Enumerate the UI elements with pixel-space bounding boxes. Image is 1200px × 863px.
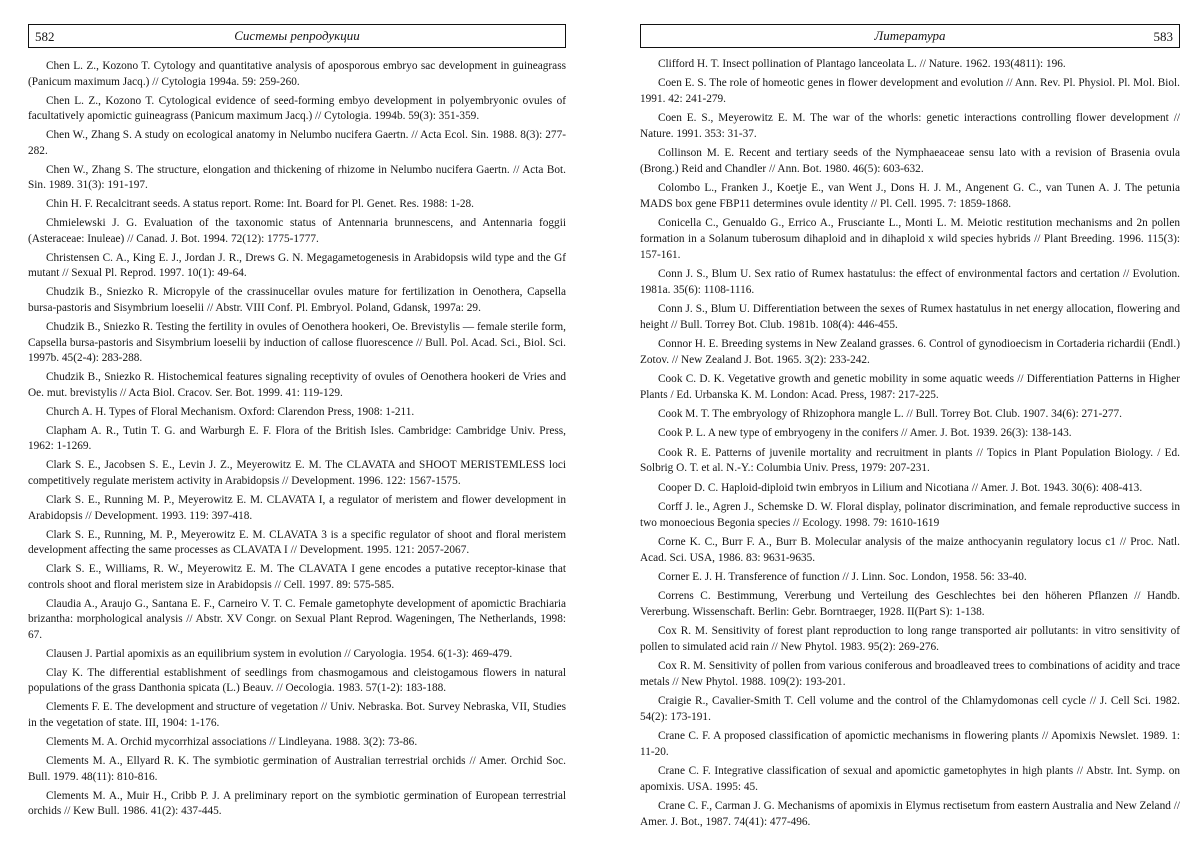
left-page-header — [28, 24, 566, 48]
reference-entry: Chudzik B., Sniezko R. Testing the fertility in ovules of Oenothera hookeri, Oe. Brevistylis — female sterile form, Capsella bursa-pastoris and Sisymbrium loeselii by induction of callose fluorescence // Bull. Pol. Acad. Sci., Biol. Sci. 1997b. 45(2-4): 283-288. — [28, 321, 566, 365]
reference-entry: Crane C. F. A proposed classification of apomictic mechanisms in flowering plants // Apomixis Newslet. 1989. 1: 11-20. — [640, 730, 1180, 758]
reference-entry: Chen W., Zhang S. A study on ecological anatomy in Nelumbo nucifera Gaertn. // Acta Ecol. Sin. 1988. 8(3): 277-282. — [28, 129, 566, 157]
reference-entry: Clements M. A., Muir H., Cribb P. J. A preliminary report on the symbiotic germination of European terrestrial orchids // Kew Bull. 1986. 41(2): 437-445. — [28, 789, 566, 818]
reference-entry: Chudzik B., Sniezko R. Histochemical features signaling receptivity of ovules of Oenothera hookeri de Vries and Oe. mut. brevistylis // Acta Biol. Cracov. Ser. Bot. 1999. 41: 119-129. — [28, 371, 566, 399]
reference-entry: Clausen J. Partial apomixis as an equilibrium system in evolution // Caryologia. 1954. 6(1-3): 469-479. — [46, 647, 513, 660]
reference-entry: Cox R. M. Sensitivity of pollen from various coniferous and broadleaved trees to combinations of acidity and trace metals // New Phytol. 1988. 109(2): 193-201. — [640, 660, 1180, 688]
reference-entry: Chen W., Zhang S. The structure, elongation and thickening of rhizome in Nelumbo nucifera Gaertn. // Acta Bot. Sin. 1989. 31(3): 191-197. — [28, 163, 566, 192]
left-page — [28, 24, 566, 823]
reference-entry: Clements M. A., Ellyard R. K. The symbiotic germination of Australian terrestrial orchids // Amer. Orchid Soc. Bull. 1979. 48(11): 810-816. — [28, 754, 566, 783]
reference-entry: Clements F. E. The development and structure of vegetation // Univ. Nebraska. Bot. Survey Nebraska, VII, Studies in the vegetation of state. III, 1904: 1-176. — [28, 701, 566, 729]
reference-entry: Clay K. The differential establishment of seedlings from chasmogamous and cleistogamous flowers in natural populations of the grass Danthonia spicata (L.) Beauv. // Oecologia. 1983. 57(1-2): 183-188. — [28, 666, 566, 695]
reference-list — [28, 59, 566, 820]
reference-entry: Chmielewski J. G. Evaluation of the taxonomic status of Antennaria brunnescens, and Antennaria foggii (Asteraceae: Inuleae) // Canad. J. Bot. 1994. 72(12): 1775-1777. — [28, 217, 566, 245]
running-title: Литература — [874, 28, 946, 43]
reference-entry: Christensen C. A., King E. J., Jordan J. R., Drews G. N. Megagametogenesis in Arabidopsis wild type and the Gf mutant // Sexual Pl. Reprod. 1997. 10(1): 49-64. — [28, 251, 566, 280]
reference-entry: Clements M. A. Orchid mycorrhizal associations // Lindleyana. 1988. 3(2): 73-86. — [46, 735, 418, 748]
reference-entry: Coen E. S., Meyerowitz E. M. The war of the whorls: genetic interactions controlling flower development // Nature. 1991. 353: 31-37. — [640, 112, 1180, 140]
reference-entry: Conn J. S., Blum U. Sex ratio of Rumex hastatulus: the effect of environmental factors and certation // Evolution. 1981a. 35(6): 1108-1116. — [640, 268, 1180, 296]
reference-entry: Colombo L., Franken J., Koetje E., van Went J., Dons H. J. M., Angenent G. C., van Tunen A. J. The petunia MADS box gene FBP11 determines ovule identity // Pl. Cell. 1995. 7: 1859-1868. — [640, 182, 1180, 210]
reference-entry: Collinson M. E. Recent and tertiary seeds of the Nymphaeaceae sensu lato with a revision of Brasenia ovula (Brong.) Reid and Chandler // Ann. Bot. 1980. 46(5): 603-632. — [640, 147, 1180, 175]
page-number: 582 — [35, 29, 55, 44]
reference-entry: Corne K. C., Burr F. A., Burr B. Molecular analysis of the maize anthocyanin regulatory locus c1 // Proc. Natl. Acad. Sci. USA, 1986. 83: 9631-9635. — [640, 535, 1180, 564]
reference-entry: Chen L. Z., Kozono T. Cytology and quantitative analysis of aposporous embryo sac development in guineagrass (Panicum maximum Jacq.) // Cytologia 1994a. 59: 259-260. — [28, 60, 566, 88]
reference-entry: Clifford H. T. Insect pollination of Plantago lanceolata L. // Nature. 1962. 193(4811): 196. — [658, 58, 1066, 70]
reference-entry: Corner E. J. H. Transference of function // J. Linn. Soc. London, 1958. 56: 33-40. — [658, 570, 1027, 583]
reference-entry: Clark S. E., Running, M. P., Meyerowitz E. M. CLAVATA 3 is a specific regulator of shoot and floral meristem development affecting the same processes as CLAVATA I // Development. 1995. 121: 2057-2067. — [28, 528, 566, 557]
reference-entry: Chudzik B., Sniezko R. Micropyle of the crassinucellar ovules mature for fertilization in Oenothera, Capsella bursa-pastoris and Sisymbrium loeselii // Abstr. VIII Conf. Pl. Embryol. Poland, Gdansk, 1997a: 29. — [28, 286, 566, 315]
right-page-header — [640, 24, 1180, 48]
reference-entry: Clark S. E., Running M. P., Meyerowitz E. M. CLAVATA I, a regulator of meristem and flower development in Arabidopsis // Development. 1993. 119: 397-418. — [28, 493, 566, 522]
reference-entry: Church A. H. Types of Floral Mechanism. Oxford: Clarendon Press, 1908: 1-211. — [46, 405, 415, 418]
running-title: Системы репродукции — [234, 28, 360, 43]
reference-entry: Cook M. T. The embryology of Rhizophora mangle L. // Bull. Torrey Bot. Club. 1907. 34(6): 271-277. — [658, 408, 1123, 420]
reference-entry: Craigie R., Cavalier-Smith T. Cell volume and the control of the Chlamydomonas cell cycle // J. Cell Sci. 1982. 54(2): 173-191. — [640, 695, 1180, 723]
reference-entry: Cook R. E. Patterns of juvenile mortality and recruitment in plants // Topics in Plant Population Biology. / Ed. Solbrig O. T. et al. N.-Y.: Columbia Univ. Press, 1979: 207-231. — [640, 446, 1180, 475]
reference-entry: Crane C. F. Integrative classification of sexual and apomictic gametophytes in high plants // Abstr. Int. Symp. on apomixis. USA. 1995: 45. — [640, 765, 1180, 793]
reference-entry: Chin H. F. Recalcitrant seeds. A status report. Rome: Int. Board for Pl. Genet. Res. 1988: 1-28. — [46, 198, 475, 211]
reference-entry: Conn J. S., Blum U. Differentiation between the sexes of Rumex hastatulus in net energy allocation, flowering and height // Bull. Torrey Bot. Club. 1981b. 108(4): 446-455. — [640, 303, 1180, 331]
reference-entry: Cox R. M. Sensitivity of forest plant reproduction to long range transported air pollutants: in vitro sensitivity of pollen to simulated acid rain // New Phytol. 1983. 95(2): 269-276. — [640, 625, 1180, 653]
reference-entry: Chen L. Z., Kozono T. Cytological evidence of seed-forming embyo development in polyembryonic ovules of facultatively apomictic guineagrass (Panicum maximum Jacq.) // Cytologia. 1994b. 59(3): 351-359. — [28, 94, 566, 123]
reference-list — [640, 57, 1180, 831]
right-page — [640, 24, 1180, 834]
reference-entry: Cook C. D. K. Vegetative growth and genetic mobility in some aquatic weeds // Differentiation Patterns in Higher Plants / Ed. Urbanska K. M. London: Acad. Press, 1987: 217-225. — [640, 373, 1180, 401]
reference-entry: Correns C. Bestimmung, Vererbung und Verteilung des Geschlechtes bei den höheren Pflanzen // Handb. Vererbung. Wissenschaft. Berlin: Gebr. Borntraeger, 1928. II(Part S): 1-138. — [640, 590, 1180, 618]
page-number: 583 — [1153, 29, 1173, 44]
reference-entry: Conicella C., Genualdo G., Errico A., Frusciante L., Monti L. M. Meiotic restitution mechanisms and 2n pollen formation in a Solanum tuberosum dihaploid and in dihaploid x wild species hybrids // Plant Breeding. 1996. 115(3): 157-161. — [640, 217, 1180, 261]
reference-entry: Connor H. E. Breeding systems in New Zealand grasses. 6. Control of gynodioecism in Cortaderia richardii (Endl.) Zotov. // New Zealand J. Bot. 1965. 3(2): 233-242. — [640, 338, 1180, 366]
reference-entry: Corff J. le., Agren J., Schemske D. W. Floral display, polinator discrimination, and female reproductive success in two monoecious Begonia species // Ecology. 1998. 79: 1610-1619 — [640, 500, 1180, 529]
reference-entry: Clark S. E., Jacobsen S. E., Levin J. Z., Meyerowitz E. M. The CLAVATA and SHOOT MERISTEMLESS loci competitively regulate meristem activity in Arabidopsis // Development. 1996. 122: 1567-1575. — [28, 459, 566, 487]
reference-entry: Cook P. L. A new type of embryogeny in the conifers // Amer. J. Bot. 1939. 26(3): 138-143. — [658, 427, 1072, 440]
reference-entry: Crane C. F., Carman J. G. Mechanisms of apomixis in Elymus rectisetum from eastern Australia and New Zeland // Amer. J. Bot., 1987. 74(41): 477-496. — [640, 800, 1180, 828]
reference-entry: Claudia A., Araujo G., Santana E. F., Carneiro V. T. C. Female gametophyte development of apomictic Brachiaria brizantha: morphological analysis // Abstr. XV Congr. on Sexual Plant Reprod. Wageningen, The Netherlands, 1998: 67. — [28, 597, 566, 641]
reference-entry: Clark S. E., Williams, R. W., Meyerowitz E. M. The CLAVATA I gene encodes a putative receptor-kinase that controls shoot and floral meristem size in Arabidopsis // Cell. 1997. 89: 575-585. — [28, 563, 566, 591]
reference-entry: Coen E. S. The role of homeotic genes in flower development and evolution // Ann. Rev. Pl. Physiol. Pl. Mol. Biol. 1991. 42: 241-279. — [640, 77, 1180, 105]
reference-entry: Clapham A. R., Tutin T. G. and Warburgh E. F. Flora of the British Isles. Cambridge: Cambridge Univ. Press, 1962: 1-1269. — [28, 424, 566, 453]
reference-entry: Cooper D. C. Haploid-diploid twin embryos in Lilium and Nicotiana // Amer. J. Bot. 1943. 30(6): 408-413. — [658, 481, 1143, 494]
